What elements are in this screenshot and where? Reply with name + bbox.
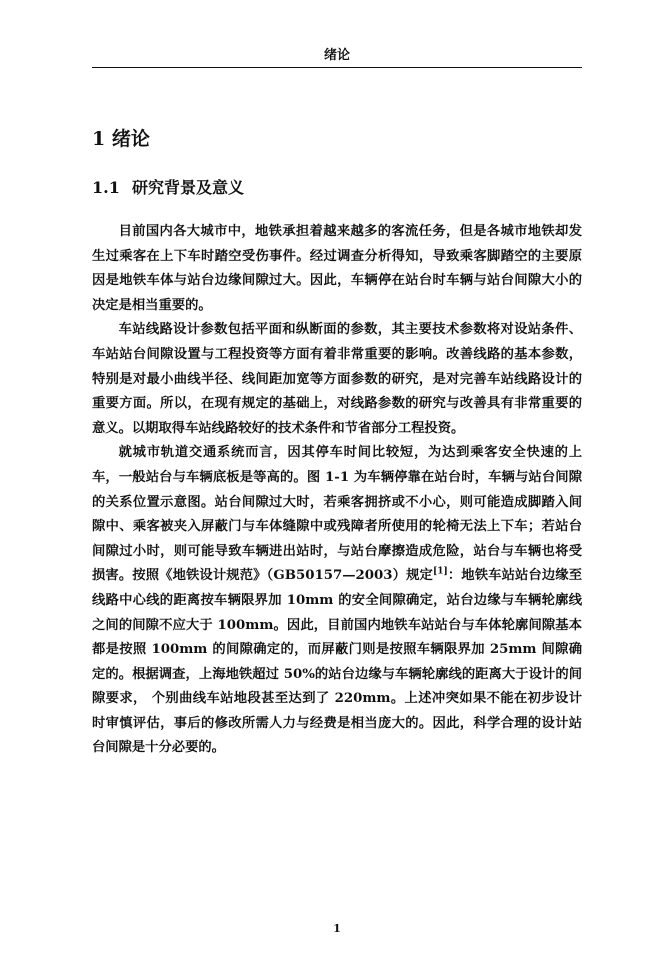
paragraph: 车站线路设计参数包括平面和纵断面的参数，其主要技术参数将对设站条件、车站站台间隙设置与工程投资等方面有着非常重要的影响。改善线路的基本参数，特别是对最小曲线半径、线间距加宽等方面参数的研究，是对完善车站线路设计的重要方面。所以，在现有规定的基础上，对线路参数的研究与改善具有非常重要的意义。以期取得车站线路较好的技术条件和节省部分工程投资。 xyxy=(92,322,582,436)
paragraph xyxy=(92,441,582,761)
section-title xyxy=(92,176,244,200)
paragraph-text: 就城市轨道交通系统而言，因其停车时间比较短，为达到乘客安全快速的上车，一般站台与车辆底板是等高的。图 1-1 为车辆停靠在站台时，车辆与站台间隙的关系位置示意图。站台间隙过大时，若乘客拥挤或不小心，则可能造成脚踏入间隙中、乘客被夹入屏蔽门与车体缝隙中或残障者所使用的轮椅无法上下车；若站台间隙过小时，则可能导致车辆进出站时，与站台摩擦造成危险，站台与车辆也将受损害。按照《地铁设计规范》（GB50157—2003）规定 xyxy=(92,445,582,584)
section-number: 1.1 xyxy=(92,178,120,197)
header-rule xyxy=(92,67,582,68)
chapter-title: 1 绪论 xyxy=(92,128,150,150)
paragraph-text: ：地铁车站站台边缘至线路中心线的距离按车辆限界加 10mm 的安全间隙确定，站台边缘与车辆轮廓线之间的间隙不应大于 100mm。因此，目前国内地铁车站站台与车体轮廓间隙基本都是按照 100mm 的间隙确定的，而屏蔽门则是按照车辆限界加 25mm 间隙确定的。根据调查，上海地铁超过 50%的站台边缘与车辆轮廓线的距离大于设计的间隙要求， 个别曲线车站地段甚至达到了 220mm。上述冲突如果不能在初步设计时审慎评估，事后的修改所需人力与经费是相当庞大的。因此，科学合理的设计站台间隙是十分必要的。 xyxy=(92,568,583,756)
citation-reference[interactable]: [1] xyxy=(432,566,448,577)
paragraph: 目前国内各大城市中，地铁承担着越来越多的客流任务，但是各城市地铁却发生过乘客在上下车时踏空受伤事件。经过调查分析得知，导致乘客脚踏空的主要原因是地铁车体与站台边缘间隙过大。因此，车辆停在站台时车辆与站台间隙大小的决定是相当重要的。 xyxy=(92,224,582,313)
body-text xyxy=(92,220,582,761)
section-heading: 研究背景及意义 xyxy=(132,178,245,197)
running-header: 绪论 xyxy=(323,48,350,63)
page-number: 1 xyxy=(333,922,341,935)
